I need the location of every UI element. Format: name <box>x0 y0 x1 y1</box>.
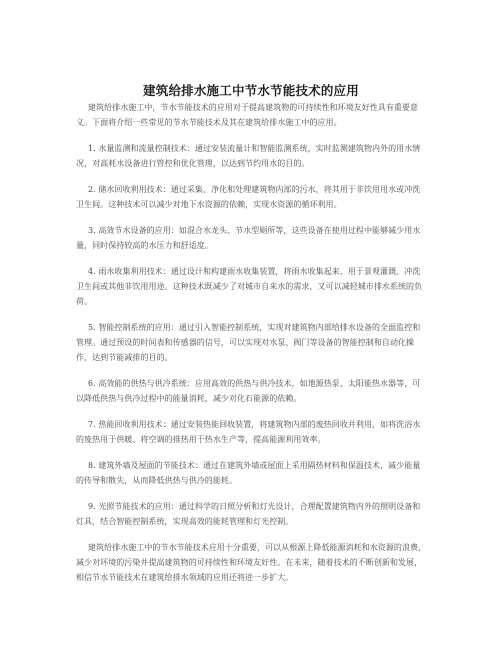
list-item-3: 3. 高效节水设备的应用：如混合水龙头、节水型厕所等，这些设备在使用过程中能够减少用水量，同时保持较高的水压力和舒适度。 <box>76 226 421 250</box>
list-item-1: 1. 水量监测和流量控制技术：通过安装流量计和智能监测系统，实时监测建筑物内外的用水情况，对高耗水设备进行管控和优化管理，以达到节约用水的目的。 <box>76 144 421 168</box>
list-item-8: 8. 建筑外墙及屋面的节能技术：通过在建筑外墙或屋面上采用隔热材料和保温技术，减少能量的传导和散失，从而降低供热与供冷的能耗。 <box>76 461 421 485</box>
conclusion-paragraph: 建筑给排水施工中的节水节能技术应用十分重要，可以从根源上降低能源消耗和水资源的浪费，减少对环境的污染并提高建筑物的可持续性和环境友好性。在未来，随着技术的不断创新和发展，相信节水节能技术在建筑给排水领域的应用还将进一步扩大。 <box>76 543 427 582</box>
list-item-6: 6. 高效能的供热与供冷系统：应用高效的供热与供冷技术，如地源热泵、太阳能热水器等，可以降低供热与供冷过程中的能量消耗，减少对化石能源的依赖。 <box>76 379 421 403</box>
list-item-7: 7. 热能回收利用技术：通过安装热能回收装置，将建筑物内部的废热回收并利用，如将洗浴水的废热用于供暖、将空调的排热用于热水生产等，提高能源利用效率。 <box>76 420 421 444</box>
list-item-4: 4. 雨水收集利用技术：通过设计和构建雨水收集装置，将雨水收集起来，用于景观灌溉、冲洗卫生间或其他非饮用用途。这种技术既减少了对城市自来水的需求，又可以减轻城市排水系统的负荷。 <box>76 267 423 306</box>
document-title: 建筑给排水施工中节水节能技术的应用 <box>143 83 359 98</box>
intro-paragraph: 建筑给排水施工中，节水节能技术的应用对于提高建筑物的可持续性和环境友好性具有重要意义。下面将介绍一些常见的节水节能技术及其在建筑给排水施工中的应用。 <box>76 103 419 127</box>
list-item-9: 9. 光照节能技术的应用：通过科学的日照分析和灯光设计，合理配置建筑物内外的照明设备和灯具，结合智能控制系统，实现高效的能耗管理和灯光控制。 <box>76 502 421 526</box>
list-item-2: 2. 储水回收利用技术：通过采集、净化和处理建筑物内部的污水，将其用于非饮用用水或冲洗卫生间。这种技术可以减少对地下水资源的依赖，实现水资源的循环利用。 <box>76 185 421 209</box>
list-item-5: 5. 智能控制系统的应用：通过引入智能控制系统，实现对建筑物内部给排水设备的全面监控和管理。通过预设的时间表和传感器的信号，可以实现对水泵、阀门等设备的智能控制和自动化操作，达到节能减排的目的。 <box>76 323 421 362</box>
